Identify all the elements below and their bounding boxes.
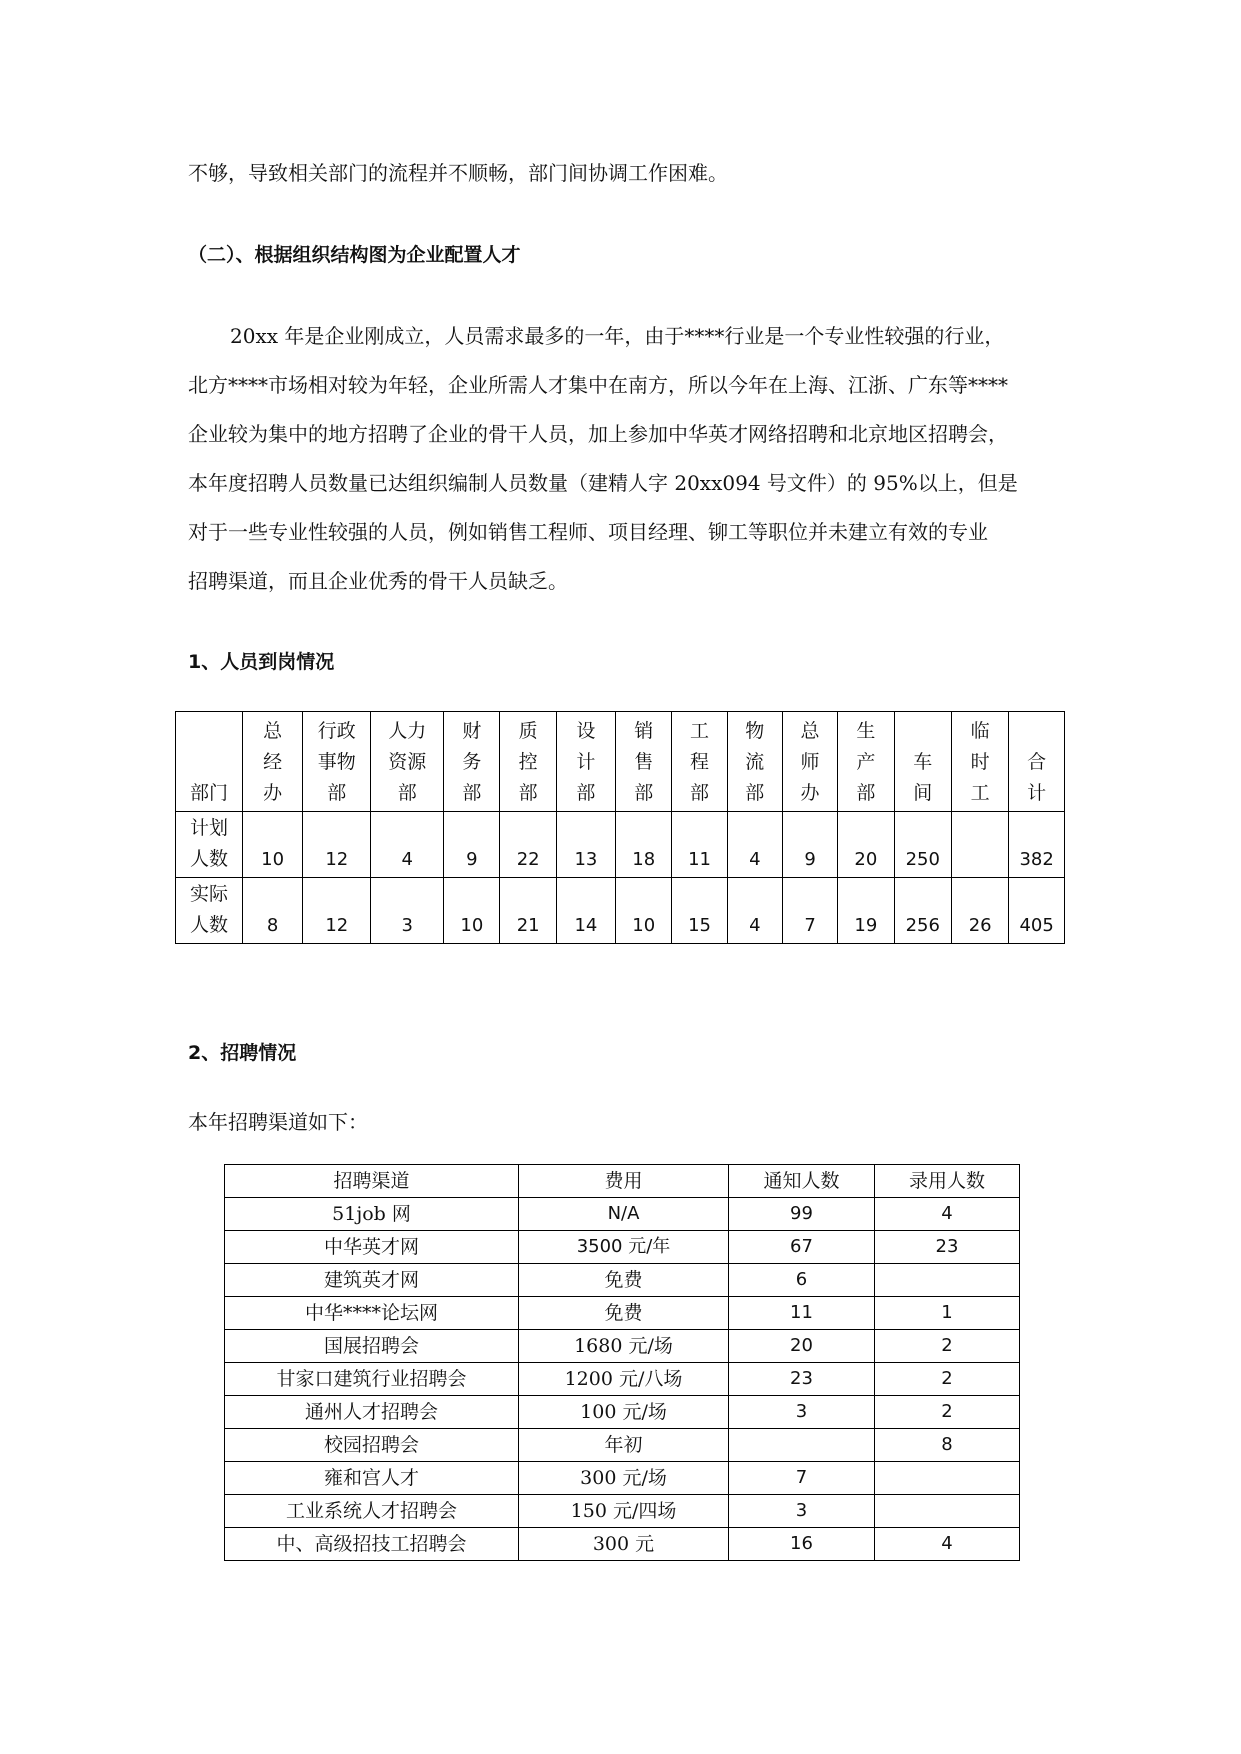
- table-cell: 校园招聘会: [225, 1429, 519, 1462]
- table-cell: 21: [500, 878, 556, 944]
- table-cell: 10: [243, 812, 303, 878]
- table-row: [225, 1429, 1020, 1462]
- header-cell: 费用: [519, 1165, 729, 1198]
- table-row: [225, 1495, 1020, 1528]
- paragraph-line: 对于一些专业性较强的人员，例如销售工程师、项目经理、铆工等职位并未建立有效的专业: [188, 520, 988, 544]
- header-cell: 总 师 办: [782, 712, 837, 812]
- table-cell: 通州人才招聘会: [225, 1396, 519, 1429]
- table-cell: 18: [616, 812, 672, 878]
- table-cell: 4: [875, 1528, 1020, 1561]
- table-cell: 年初: [519, 1429, 729, 1462]
- table-cell: 12: [303, 878, 371, 944]
- table-cell: 免费: [519, 1264, 729, 1297]
- table-cell: 免费: [519, 1297, 729, 1330]
- table-cell: 7: [729, 1462, 875, 1495]
- table-cell: 11: [672, 812, 727, 878]
- table-row: [225, 1528, 1020, 1561]
- table-cell: 99: [729, 1198, 875, 1231]
- header-cell: 招聘渠道: [225, 1165, 519, 1198]
- table-cell: 20: [729, 1330, 875, 1363]
- table-cell: 300 元/场: [519, 1462, 729, 1495]
- table-cell: 1680 元/场: [519, 1330, 729, 1363]
- table-cell: 10: [616, 878, 672, 944]
- header-cell: 人力 资源 部: [371, 712, 444, 812]
- section-heading: （二）、根据组织结构图为企业配置人才: [188, 244, 521, 266]
- table-cell: [875, 1495, 1020, 1528]
- table-cell: 51job 网: [225, 1198, 519, 1231]
- paragraph-line: 本年度招聘人员数量已达组织编制人员数量（建精人字 20xx094 号文件）的 95%以上，但是: [188, 471, 1018, 495]
- table-cell: 8: [875, 1429, 1020, 1462]
- subheading-staffing: 1、人员到岗情况: [188, 651, 335, 673]
- table-cell: 19: [838, 878, 894, 944]
- table-cell: 工业系统人才招聘会: [225, 1495, 519, 1528]
- table-cell: 2: [875, 1330, 1020, 1363]
- table-cell: 26: [952, 878, 1009, 944]
- table-cell: 20: [838, 812, 894, 878]
- table-cell: 3: [729, 1396, 875, 1429]
- table-cell: 8: [243, 878, 303, 944]
- paragraph-line: 企业较为集中的地方招聘了企业的骨干人员，加上参加中华英才网络招聘和北京地区招聘会，: [188, 422, 1008, 446]
- table-cell: 4: [875, 1198, 1020, 1231]
- table-cell: 9: [782, 812, 837, 878]
- table-cell: 9: [444, 812, 500, 878]
- table-cell: 22: [500, 812, 556, 878]
- table-cell: 23: [729, 1363, 875, 1396]
- channels-intro: 本年招聘渠道如下：: [188, 1110, 368, 1134]
- table-cell: 甘家口建筑行业招聘会: [225, 1363, 519, 1396]
- table-cell: 国展招聘会: [225, 1330, 519, 1363]
- recruitment-channels-table: [224, 1164, 1020, 1561]
- table-cell: 67: [729, 1231, 875, 1264]
- table-cell: 7: [782, 878, 837, 944]
- table-cell: 14: [556, 878, 615, 944]
- table-row: [225, 1231, 1020, 1264]
- paragraph-line: 招聘渠道，而且企业优秀的骨干人员缺乏。: [188, 569, 568, 593]
- subheading-recruiting: 2、招聘情况: [188, 1042, 297, 1064]
- table-cell: 15: [672, 878, 727, 944]
- staffing-table: [175, 711, 1065, 944]
- table-cell: 4: [727, 812, 782, 878]
- table-cell: 12: [303, 812, 371, 878]
- table-cell: 2: [875, 1363, 1020, 1396]
- table-cell: 150 元/四场: [519, 1495, 729, 1528]
- table-cell: 中华英才网: [225, 1231, 519, 1264]
- table-cell: N/A: [519, 1198, 729, 1231]
- table-cell: 23: [875, 1231, 1020, 1264]
- header-cell: 财 务 部: [444, 712, 500, 812]
- header-cell: 工 程 部: [672, 712, 727, 812]
- table-header-row: [176, 712, 1065, 812]
- table-row: [225, 1363, 1020, 1396]
- table-cell: 1200 元/八场: [519, 1363, 729, 1396]
- table-cell: 11: [729, 1297, 875, 1330]
- table-cell: 4: [727, 878, 782, 944]
- table-row: [225, 1330, 1020, 1363]
- table-cell: 10: [444, 878, 500, 944]
- header-cell: 合 计: [1009, 712, 1065, 812]
- table-cell: 中、高级招技工招聘会: [225, 1528, 519, 1561]
- table-cell: 3: [371, 878, 444, 944]
- table-cell: 建筑英才网: [225, 1264, 519, 1297]
- table-cell: 250: [894, 812, 952, 878]
- header-cell: 质 控 部: [500, 712, 556, 812]
- row-label: 实际 人数: [176, 878, 243, 944]
- header-cell: 通知人数: [729, 1165, 875, 1198]
- table-cell: [875, 1462, 1020, 1495]
- table-row: [225, 1198, 1020, 1231]
- header-cell: 车 间: [894, 712, 952, 812]
- table-cell: 3: [729, 1495, 875, 1528]
- table-cell: 雍和宫人才: [225, 1462, 519, 1495]
- table-row: [225, 1297, 1020, 1330]
- header-cell: 物 流 部: [727, 712, 782, 812]
- table-cell: 13: [556, 812, 615, 878]
- header-cell: 部门: [176, 712, 243, 812]
- table-cell: 2: [875, 1396, 1020, 1429]
- table-cell: 1: [875, 1297, 1020, 1330]
- header-cell: 销 售 部: [616, 712, 672, 812]
- header-cell: 行政 事物 部: [303, 712, 371, 812]
- table-row: [225, 1264, 1020, 1297]
- table-cell: 16: [729, 1528, 875, 1561]
- table-cell: [952, 812, 1009, 878]
- table-cell: 中华****论坛网: [225, 1297, 519, 1330]
- row-label: 计划 人数: [176, 812, 243, 878]
- paragraph-line: 20xx 年是企业刚成立，人员需求最多的一年，由于****行业是一个专业性较强的行业，: [230, 324, 1005, 348]
- header-cell: 录用人数: [875, 1165, 1020, 1198]
- header-cell: 总 经 办: [243, 712, 303, 812]
- table-cell: 3500 元/年: [519, 1231, 729, 1264]
- table-row: [176, 878, 1065, 944]
- header-cell: 设 计 部: [556, 712, 615, 812]
- table-cell: 4: [371, 812, 444, 878]
- paragraph-line: 北方****市场相对较为年轻，企业所需人才集中在南方，所以今年在上海、江浙、广东等****: [188, 373, 1008, 397]
- table-row: [225, 1462, 1020, 1495]
- table-cell: 100 元/场: [519, 1396, 729, 1429]
- header-cell: 生 产 部: [838, 712, 894, 812]
- table-cell: 256: [894, 878, 952, 944]
- table-cell: 300 元: [519, 1528, 729, 1561]
- table-cell: 6: [729, 1264, 875, 1297]
- table-cell: [875, 1264, 1020, 1297]
- table-row: [225, 1396, 1020, 1429]
- header-cell: 临 时 工: [952, 712, 1009, 812]
- table-cell: 405: [1009, 878, 1065, 944]
- table-cell: 382: [1009, 812, 1065, 878]
- table-header-row: [225, 1165, 1020, 1198]
- paragraph-continuation: 不够，导致相关部门的流程并不顺畅，部门间协调工作困难。: [188, 161, 728, 185]
- table-row: [176, 812, 1065, 878]
- table-cell: [729, 1429, 875, 1462]
